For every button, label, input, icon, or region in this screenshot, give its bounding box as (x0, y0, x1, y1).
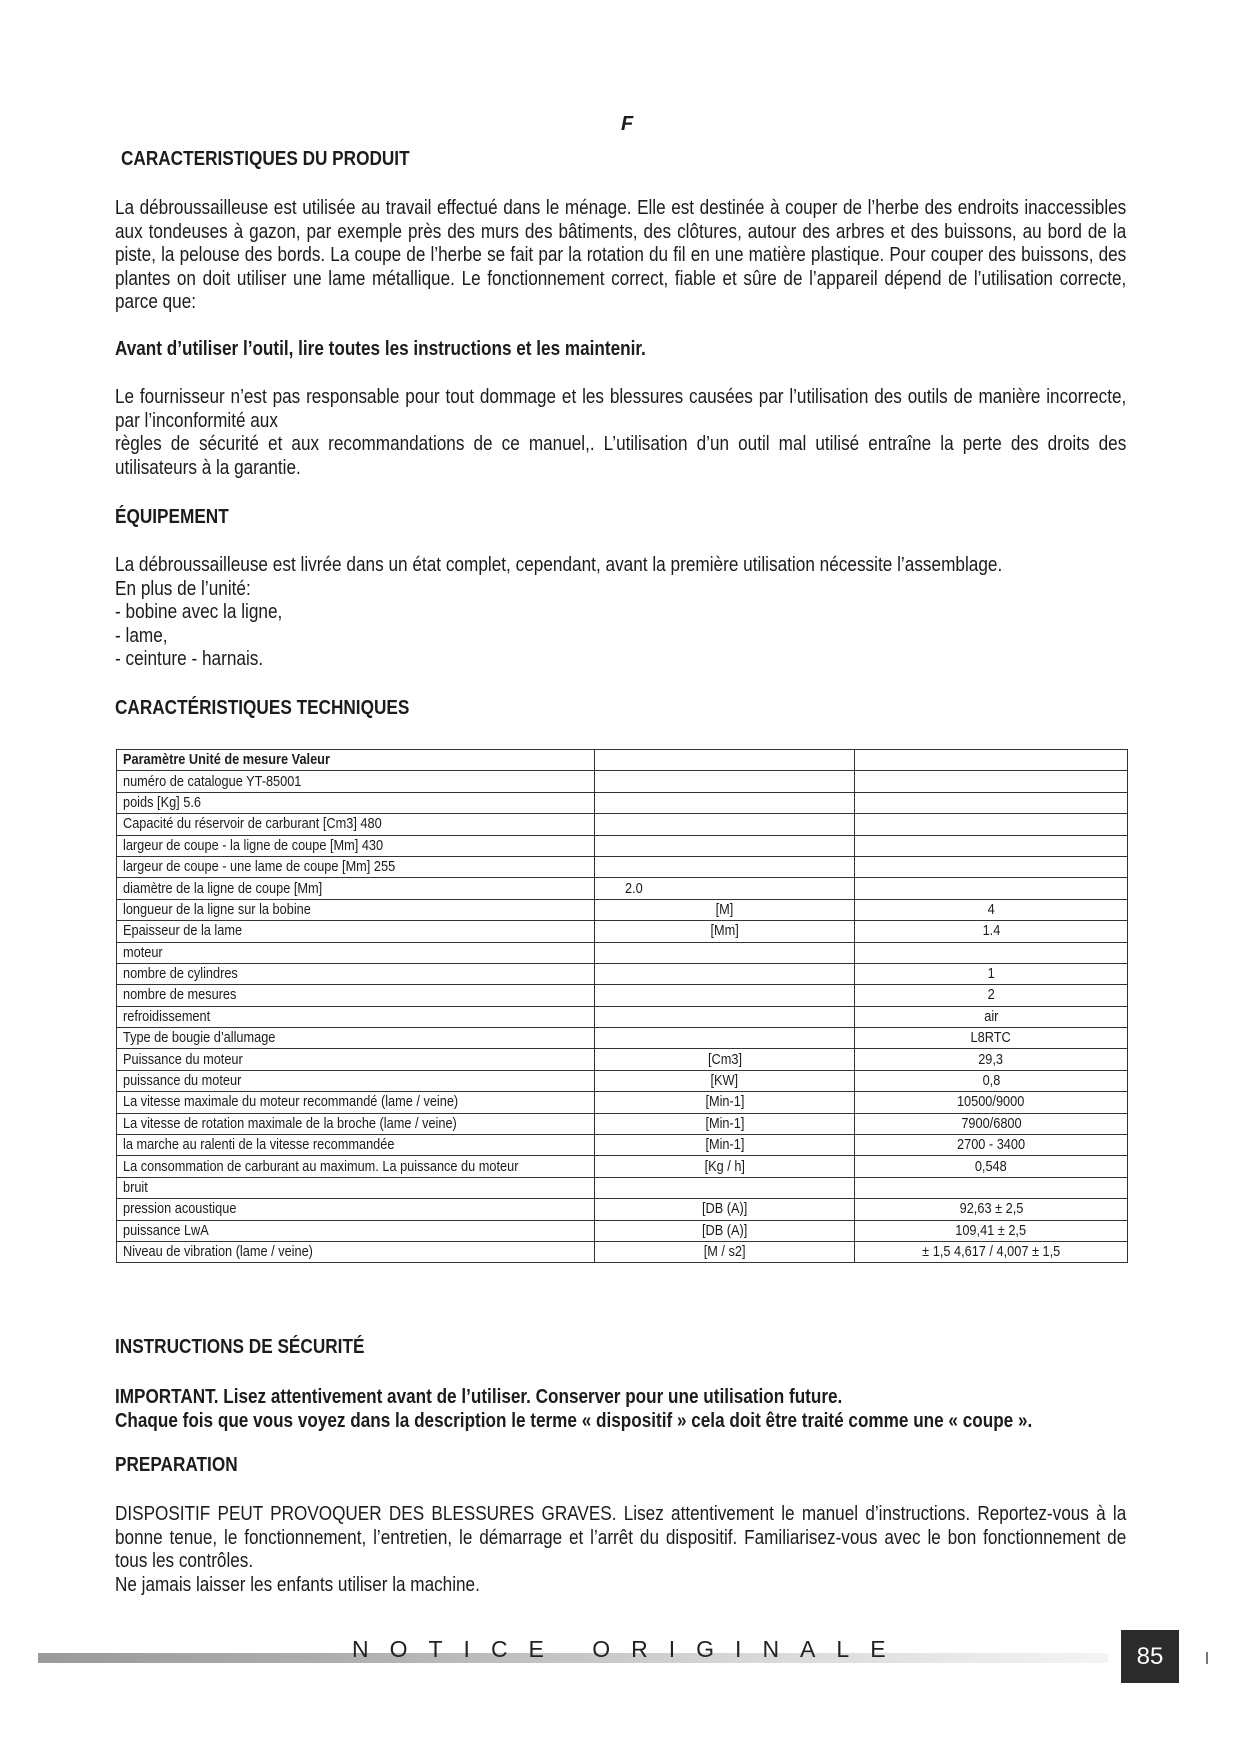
table-cell: numéro de catalogue YT-85001 (117, 771, 595, 792)
equipment-section-title: ÉQUIPEMENT (115, 506, 229, 528)
table-cell: Capacité du réservoir de carburant [Cm3] 480 (117, 814, 595, 835)
table-cell: [DB (A)] (595, 1220, 855, 1241)
table-cell (595, 1006, 855, 1027)
table-cell: La vitesse maximale du moteur recommandé (lame / veine) (117, 1092, 595, 1113)
table-cell (595, 856, 855, 877)
preparation-section-title: PREPARATION (115, 1454, 238, 1476)
equipment-item: - ceinture - harnais. (115, 648, 264, 671)
equipment-item: - bobine avec la ligne, (115, 601, 283, 624)
table-row (117, 878, 1128, 899)
table-cell: [Mm] (595, 921, 855, 942)
page-edge-mark (1206, 1652, 1208, 1664)
table-row (117, 814, 1128, 835)
table-cell (855, 771, 1128, 792)
table-row (117, 1135, 1128, 1156)
table-row (117, 1156, 1128, 1177)
table-cell (855, 1177, 1128, 1198)
table-cell: 10500/9000 (855, 1092, 1128, 1113)
table-cell (595, 942, 855, 963)
table-row (117, 1177, 1128, 1198)
language-marker: F (621, 113, 634, 135)
table-cell (595, 771, 855, 792)
table-cell: bruit (117, 1177, 595, 1198)
table-row (117, 942, 1128, 963)
page-number: 85 (1121, 1630, 1179, 1683)
table-cell: air (855, 1006, 1128, 1027)
table-cell (595, 750, 855, 771)
table-cell (595, 963, 855, 984)
table-row (117, 963, 1128, 984)
table-cell (595, 1028, 855, 1049)
table-cell: [Cm3] (595, 1049, 855, 1070)
table-cell: Paramètre Unité de mesure Valeur (117, 750, 595, 771)
table-cell: 2 (855, 985, 1128, 1006)
table-cell: [M] (595, 899, 855, 920)
preparation-text: DISPOSITIF PEUT PROVOQUER DES BLESSURES GRAVES. Lisez attentivement le manuel d’instructions. Reportez-vous à la bonne tenue, le fonctionnement, l’entretien, le démarrage et l’arrêt du dispositif. Familiarisez-vous avec le bon fonctionnement de tous les contrôles. Ne jamais laisser les enfants utiliser la machine. (115, 1503, 1127, 1596)
table-cell: puissance LwA (117, 1220, 595, 1241)
table-cell: largeur de coupe - une lame de coupe [Mm] 255 (117, 856, 595, 877)
table-cell: 7900/6800 (855, 1113, 1128, 1134)
table-cell: moteur (117, 942, 595, 963)
safety-important-notice: IMPORTANT. Lisez attentivement avant de l’utiliser. Conserver pour une utilisation future. Chaque fois que vous voyez dans la description le terme « dispositif » cela doit être traité comme une « coupe ». (115, 1386, 1033, 1432)
table-cell (595, 814, 855, 835)
table-cell: Niveau de vibration (lame / veine) (117, 1241, 595, 1262)
product-section-title: CARACTERISTIQUES DU PRODUIT (121, 148, 410, 170)
table-cell (855, 750, 1128, 771)
liability-notice: Le fournisseur n’est pas responsable pour tout dommage et les blessures causées par l’utilisation des outils de manière incorrecte, par l’inconformité aux règles de sécurité et aux recommandations de ce manuel,. L’utilisation d’un outil mal utilisé entraîne la perte des droits des utilisateurs à la garantie. (115, 386, 1127, 479)
product-intro: La débroussailleuse est utilisée au travail effectué dans le ménage. Elle est destinée à couper de l’herbe des endroits inaccessibles aux tondeuses à gazon, par exemple près des murs des bâtiments, des clôtures, autour des arbres et des buissons, au bord de la piste, la pelouse des bords. La coupe de l’herbe se fait par la rotation du fil en une matière plastique. Pour couper des buissons, des plantes on doit utiliser une lame métallique. Le fonctionnement correct, fiable et sûre de l’appareil dépend de l’utilisation correcte, parce que: (115, 197, 1127, 314)
table-cell: largeur de coupe - la ligne de coupe [Mm] 430 (117, 835, 595, 856)
technical-specs-table (116, 749, 1128, 1263)
table-row (117, 985, 1128, 1006)
table-cell: [Min-1] (595, 1135, 855, 1156)
table-cell: ± 1,5 4,617 / 4,007 ± 1,5 (855, 1241, 1128, 1262)
read-instructions-warning: Avant d’utiliser l’outil, lire toutes les instructions et les maintenir. (115, 338, 646, 360)
equipment-list: La débroussailleuse est livrée dans un état complet, cependant, avant la première utilisation nécessite l’assemblage. En plus de l’unité: - bobine avec la ligne, - lame, - ceinture - harnais. (115, 554, 1003, 671)
table-cell: la marche au ralenti de la vitesse recommandée (117, 1135, 595, 1156)
table-row (117, 921, 1128, 942)
table-cell: [Kg / h] (595, 1156, 855, 1177)
table-header-row (117, 750, 1128, 771)
table-cell (855, 856, 1128, 877)
table-cell (595, 792, 855, 813)
table-cell: 1 (855, 963, 1128, 984)
table-row (117, 1199, 1128, 1220)
table-cell (855, 878, 1128, 899)
table-cell: Type de bougie d’allumage (117, 1028, 595, 1049)
table-cell: Epaisseur de la lame (117, 921, 595, 942)
table-cell: 4 (855, 899, 1128, 920)
table-cell: 1.4 (855, 921, 1128, 942)
table-row (117, 899, 1128, 920)
table-cell: 2700 - 3400 (855, 1135, 1128, 1156)
table-cell (595, 835, 855, 856)
table-cell: 0,8 (855, 1070, 1128, 1091)
table-row (117, 1241, 1128, 1262)
table-cell: nombre de cylindres (117, 963, 595, 984)
table-cell: pression acoustique (117, 1199, 595, 1220)
table-cell: Puissance du moteur (117, 1049, 595, 1070)
table-cell (595, 985, 855, 1006)
table-cell (855, 835, 1128, 856)
table-row (117, 1220, 1128, 1241)
equipment-item: - lame, (115, 624, 168, 647)
table-cell: 2.0 (595, 878, 855, 899)
table-row (117, 1092, 1128, 1113)
table-row (117, 856, 1128, 877)
table-row (117, 792, 1128, 813)
table-cell (855, 792, 1128, 813)
table-cell: diamètre de la ligne de coupe [Mm] (117, 878, 595, 899)
technical-section-title: CARACTÉRISTIQUES TECHNIQUES (115, 697, 410, 719)
table-cell: 109,41 ± 2,5 (855, 1220, 1128, 1241)
table-cell: poids [Kg] 5.6 (117, 792, 595, 813)
table-cell: [M / s2] (595, 1241, 855, 1262)
table-cell: [KW] (595, 1070, 855, 1091)
table-cell: puissance du moteur (117, 1070, 595, 1091)
table-cell: refroidissement (117, 1006, 595, 1027)
table-row (117, 1113, 1128, 1134)
table-row (117, 1049, 1128, 1070)
table-row (117, 835, 1128, 856)
table-cell: La vitesse de rotation maximale de la broche (lame / veine) (117, 1113, 595, 1134)
table-row (117, 1006, 1128, 1027)
table-cell: nombre de mesures (117, 985, 595, 1006)
table-cell (855, 942, 1128, 963)
table-cell: longueur de la ligne sur la bobine (117, 899, 595, 920)
table-row (117, 1070, 1128, 1091)
table-cell (595, 1177, 855, 1198)
table-cell: L8RTC (855, 1028, 1128, 1049)
table-cell: [Min-1] (595, 1113, 855, 1134)
table-cell: 92,63 ± 2,5 (855, 1199, 1128, 1220)
table-cell: [Min-1] (595, 1092, 855, 1113)
table-cell: La consommation de carburant au maximum. La puissance du moteur (117, 1156, 595, 1177)
footer-label: NOTICE ORIGINALE (352, 1636, 907, 1662)
table-cell: [DB (A)] (595, 1199, 855, 1220)
table-row (117, 1028, 1128, 1049)
table-cell: 29,3 (855, 1049, 1128, 1070)
table-cell: 0,548 (855, 1156, 1128, 1177)
table-row (117, 771, 1128, 792)
safety-section-title: INSTRUCTIONS DE SÉCURITÉ (115, 1336, 365, 1358)
table-cell (855, 814, 1128, 835)
